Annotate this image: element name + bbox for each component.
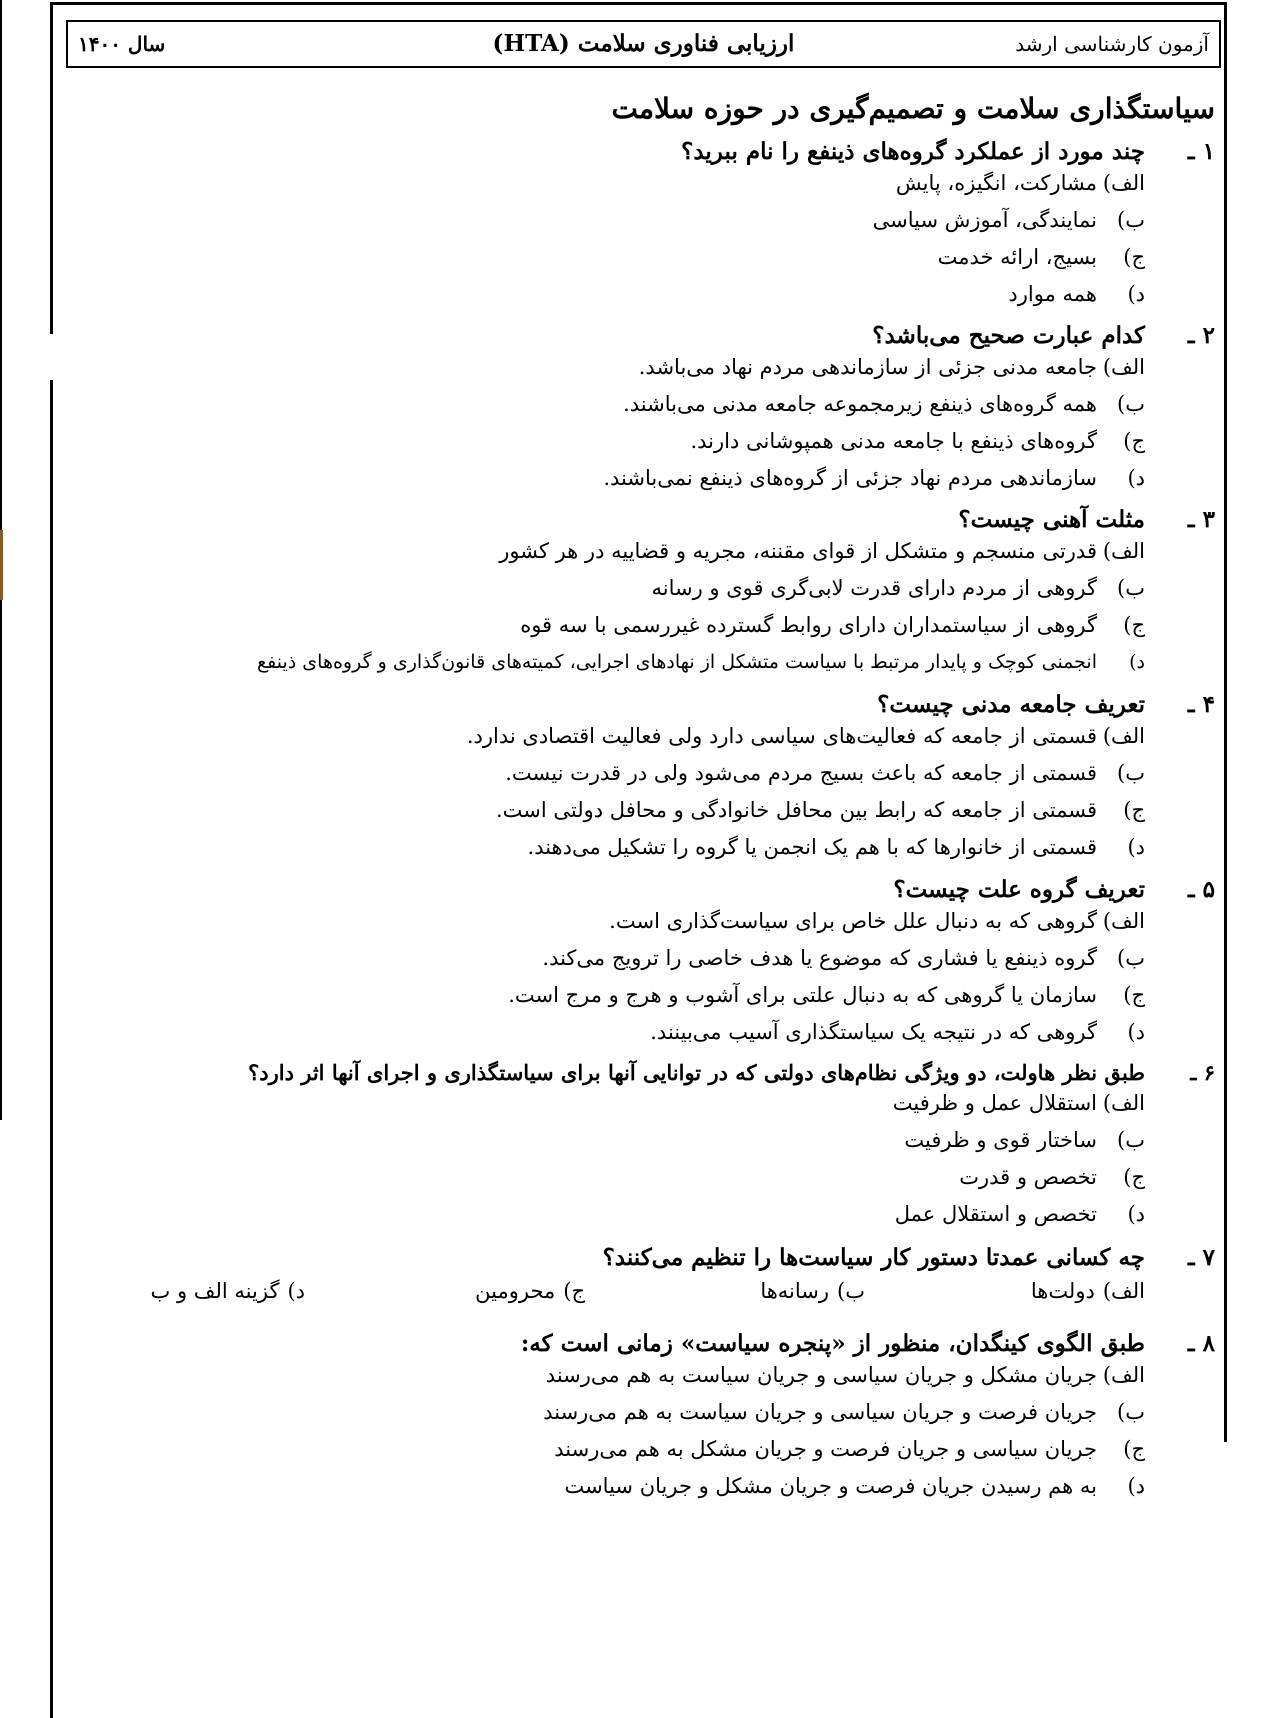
option-be: ب) نمایندگی، آموزش سیاسی [872,208,1145,232]
option-jim: ج) جریان سیاسی و جریان فرصت و جریان مشکل به هم می‌رسند [554,1437,1145,1461]
question-2 [95,322,1215,497]
question-7 [95,1244,1215,1311]
option-alef: الف) استقلال عمل و ظرفیت [892,1091,1145,1115]
question-text: طبق الگوی کینگدان، منظور از «پنجره سیاست» زمانی است که: [520,1330,1145,1357]
option-jim: ج) سازمان یا گروهی که به دنبال علتی برای آشوب و هرج و مرج است. [508,983,1145,1007]
option-jim: ج) گروهی از سیاستمداران دارای روابط گسترده غیررسمی با سه قوه [520,613,1145,637]
question-6 [95,1060,1215,1233]
question-8 [95,1330,1215,1505]
option-alef: الف) جامعه مدنی جزئی از سازماندهی مردم نهاد می‌باشد. [638,355,1145,379]
option-jim: ج) گروه‌های ذینفع با جامعه مدنی همپوشانی دارند. [690,429,1145,453]
page-frame-left-lower [50,380,53,1718]
option-dal: د) انجمنی کوچک و پایدار مرتبط با سیاست متشکل از نهادهای اجرایی، کمیته‌های قانون‌گذاری و گروه‌های ذینفع [257,651,1145,673]
option-alef: الف)دولت‌ها [1030,1279,1145,1303]
question-number: ۴ ـ [1187,691,1215,718]
question-text: طبق نظر هاولت، دو ویژگی نظام‌های دولتی که در توانایی آنها برای سیاستگذاری و اجرای آنها اثر دارد؟ [248,1060,1145,1085]
option-dal: د) قسمتی از خانوارها که با هم یک انجمن یا گروه را تشکیل می‌دهند. [527,835,1145,859]
page-frame-left-upper [50,2,53,334]
question-number: ۶ ـ [1190,1060,1215,1085]
question-text: چه کسانی عمدتا دستور کار سیاست‌ها را تنظیم می‌کنند؟ [602,1244,1145,1271]
options-row [95,1271,1145,1311]
question-5 [95,876,1215,1051]
option-dal: د)گزینه الف و ب [150,1279,305,1303]
option-dal: د) سازماندهی مردم نهاد جزئی از گروه‌های ذینفع نمی‌باشند. [603,466,1145,490]
exam-year: سال ۱۴۰۰ [78,32,166,56]
option-be: ب) جریان فرصت و جریان سیاسی و جریان سیاست به هم می‌رسند [543,1400,1145,1424]
question-text: تعریف گروه علت چیست؟ [893,876,1145,903]
option-jim: ج) قسمتی از جامعه که رابط بین محافل خانوادگی و محافل دولتی است. [495,798,1145,822]
option-be: ب) قسمتی از جامعه که باعث بسیج مردم می‌شود ولی در قدرت نیست. [505,761,1145,785]
question-1 [95,138,1215,313]
option-be: ب) همه گروه‌های ذینفع زیرمجموعه جامعه مدنی می‌باشند. [623,392,1145,416]
option-dal: د) همه موارد [1008,282,1145,306]
option-alef: الف) گروهی که به دنبال علل خاص برای سیاست‌گذاری است. [609,909,1145,933]
option-dal: د) گروهی که در نتیجه یک سیاستگذاری آسیب می‌بینند. [650,1020,1145,1044]
option-jim: ج) تخصص و قدرت [959,1165,1145,1189]
exam-name: آزمون کارشناسی ارشد [1015,32,1209,56]
option-dal: د) تخصص و استقلال عمل [894,1202,1145,1226]
scan-mark [0,530,3,600]
option-alef: الف) قدرتی منسجم و متشکل از قوای مقننه، مجریه و قضاییه در هر کشور [499,539,1145,563]
option-be: ب) ساختار قوی و ظرفیت [904,1128,1145,1152]
question-number: ۷ ـ [1187,1244,1215,1271]
option-dal: د) به هم رسیدن جریان فرصت و جریان مشکل و جریان سیاست [564,1474,1145,1498]
section-title: سیاستگذاری سلامت و تصمیم‌گیری در حوزه سلامت [611,92,1215,125]
question-number: ۳ ـ [1187,506,1215,533]
question-number: ۸ ـ [1187,1330,1215,1357]
option-jim: ج) بسیج، ارائه خدمت [937,245,1145,269]
question-text: چند مورد از عملکرد گروه‌های ذینفع را نام ببرید؟ [681,138,1145,165]
question-number: ۵ ـ [1187,876,1215,903]
exam-page [55,0,1230,1718]
option-alef: الف) مشارکت، انگیزه، پایش [895,171,1145,195]
option-jim: ج)محرومین [475,1279,585,1303]
exam-header [66,20,1221,68]
question-text: مثلت آهنی چیست؟ [958,506,1145,533]
question-number: ۱ ـ [1187,138,1215,165]
option-be: ب) گروه ذینفع یا فشاری که موضوع یا هدف خاصی را ترویج می‌کند. [542,946,1145,970]
option-be: ب) گروهی از مردم دارای قدرت لابی‌گری قوی و رسانه [651,576,1145,600]
question-4 [95,691,1215,866]
question-3 [95,506,1215,681]
question-text: کدام عبارت صحیح می‌باشد؟ [872,322,1145,349]
option-be: ب)رسانه‌ها [760,1279,865,1303]
question-number: ۲ ـ [1187,322,1215,349]
option-alef: الف) قسمتی از جامعه که فعالیت‌های سیاسی دارد ولی فعالیت اقتصادی ندارد. [466,724,1145,748]
exam-subject: ارزیابی فناوری سلامت (HTA) [492,30,795,57]
question-text: تعریف جامعه مدنی چیست؟ [877,691,1145,718]
option-alef: الف) جریان مشکل و جریان سیاسی و جریان سیاست به هم می‌رسند [545,1363,1145,1387]
